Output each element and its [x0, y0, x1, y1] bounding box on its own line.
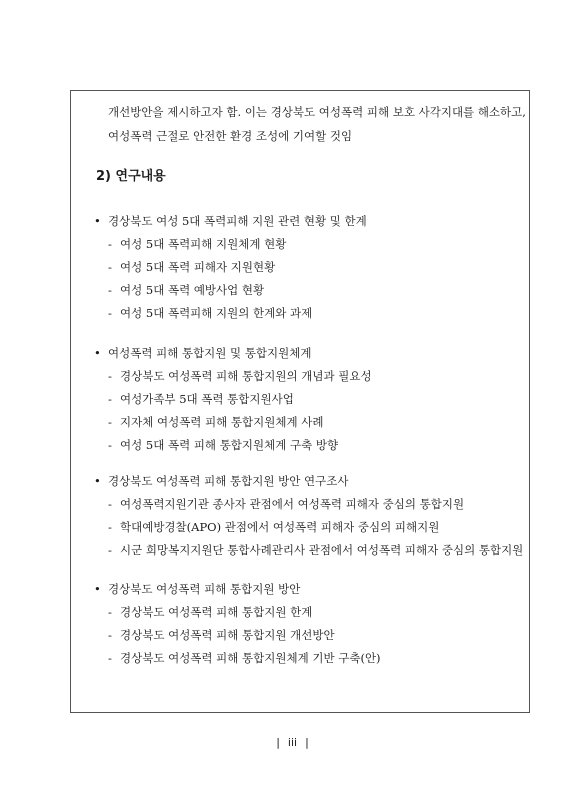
dash-icon: - [108, 438, 112, 452]
dash-icon: - [108, 306, 112, 320]
content-group-2 [94, 342, 524, 457]
intro-line-2: 여성폭력 근절로 안전한 환경 조성에 기여할 것임 [108, 129, 353, 143]
dash-icon: - [108, 628, 112, 642]
dash-icon: - [108, 369, 112, 383]
list-item [94, 256, 524, 279]
list-item [94, 516, 524, 539]
list-item [94, 411, 524, 434]
group-title-text: 여성폭력 피해 통합지원 및 통합지원체계 [108, 346, 312, 360]
content-group-4 [94, 578, 524, 670]
list-item-text: 여성 5대 폭력 피해자 지원현황 [120, 260, 276, 274]
dash-icon: - [108, 651, 112, 665]
dash-icon: - [108, 283, 112, 297]
list-item-text: 경상북도 여성폭력 피해 통합지원 한계 [120, 605, 313, 619]
content-group-1 [94, 210, 524, 325]
list-item [94, 388, 524, 411]
group-title [94, 210, 524, 233]
list-item-text: 여성폭력지원기관 종사자 관점에서 여성폭력 피해자 중심의 통합지원 [120, 497, 465, 511]
list-item-text: 학대예방경찰(APO) 관점에서 여성폭력 피해자 중심의 피해지원 [120, 520, 440, 534]
bullet-icon: • [94, 582, 101, 596]
group-title [94, 470, 524, 493]
dash-icon: - [108, 543, 112, 557]
page-footer [0, 735, 585, 751]
list-item-text: 경상북도 여성폭력 피해 통합지원 개선방안 [120, 628, 335, 642]
bullet-icon: • [94, 346, 101, 360]
list-item-text: 여성 5대 폭력피해 지원의 한계와 과제 [120, 306, 313, 320]
intro-line-1: 개선방안을 제시하고자 함. 이는 경상북도 여성폭력 피해 보호 사각지대를 해소하고, [108, 105, 526, 119]
list-item-text: 경상북도 여성폭력 피해 통합지원의 개념과 필요성 [120, 369, 372, 383]
page-number: iii [287, 736, 298, 749]
footer-bar-left: | [276, 736, 280, 749]
list-item [94, 302, 524, 325]
content-group-3 [94, 470, 524, 562]
list-item-text: 시군 희망복지지원단 통합사례관리사 관점에서 여성폭력 피해자 중심의 통합지원 [120, 543, 524, 557]
intro-paragraph [108, 100, 528, 148]
group-title-text: 경상북도 여성폭력 피해 통합지원 방안 [108, 582, 301, 596]
list-item [94, 434, 524, 457]
list-item-text: 여성 5대 폭력피해 지원체계 현황 [120, 237, 287, 251]
list-item-text: 지자체 여성폭력 피해 통합지원체계 사례 [120, 415, 324, 429]
dash-icon: - [108, 260, 112, 274]
dash-icon: - [108, 497, 112, 511]
section-title: 2) 연구내용 [96, 169, 166, 184]
list-item-text: 여성 5대 폭력 예방사업 현황 [120, 283, 265, 297]
dash-icon: - [108, 415, 112, 429]
group-title [94, 578, 524, 601]
dash-icon: - [108, 392, 112, 406]
group-title [94, 342, 524, 365]
dash-icon: - [108, 605, 112, 619]
list-item-text: 경상북도 여성폭력 피해 통합지원체계 기반 구축(안) [120, 651, 381, 665]
bullet-icon: • [94, 214, 101, 228]
list-item-text: 여성 5대 폭력 피해 통합지원체계 구축 방향 [120, 438, 339, 452]
list-item-text: 여성가족부 5대 폭력 통합지원사업 [120, 392, 294, 406]
footer-bar-right: | [305, 736, 309, 749]
group-title-text: 경상북도 여성폭력 피해 통합지원 방안 연구조사 [108, 474, 349, 488]
group-title-text: 경상북도 여성 5대 폭력피해 지원 관련 현황 및 한계 [108, 214, 367, 228]
list-item [94, 365, 524, 388]
dash-icon: - [108, 520, 112, 534]
list-item [94, 279, 524, 302]
list-item [94, 647, 524, 670]
list-item [94, 493, 524, 516]
list-item [94, 601, 524, 624]
list-item [94, 624, 524, 647]
list-item [94, 539, 524, 562]
dash-icon: - [108, 237, 112, 251]
bullet-icon: • [94, 474, 101, 488]
list-item [94, 233, 524, 256]
